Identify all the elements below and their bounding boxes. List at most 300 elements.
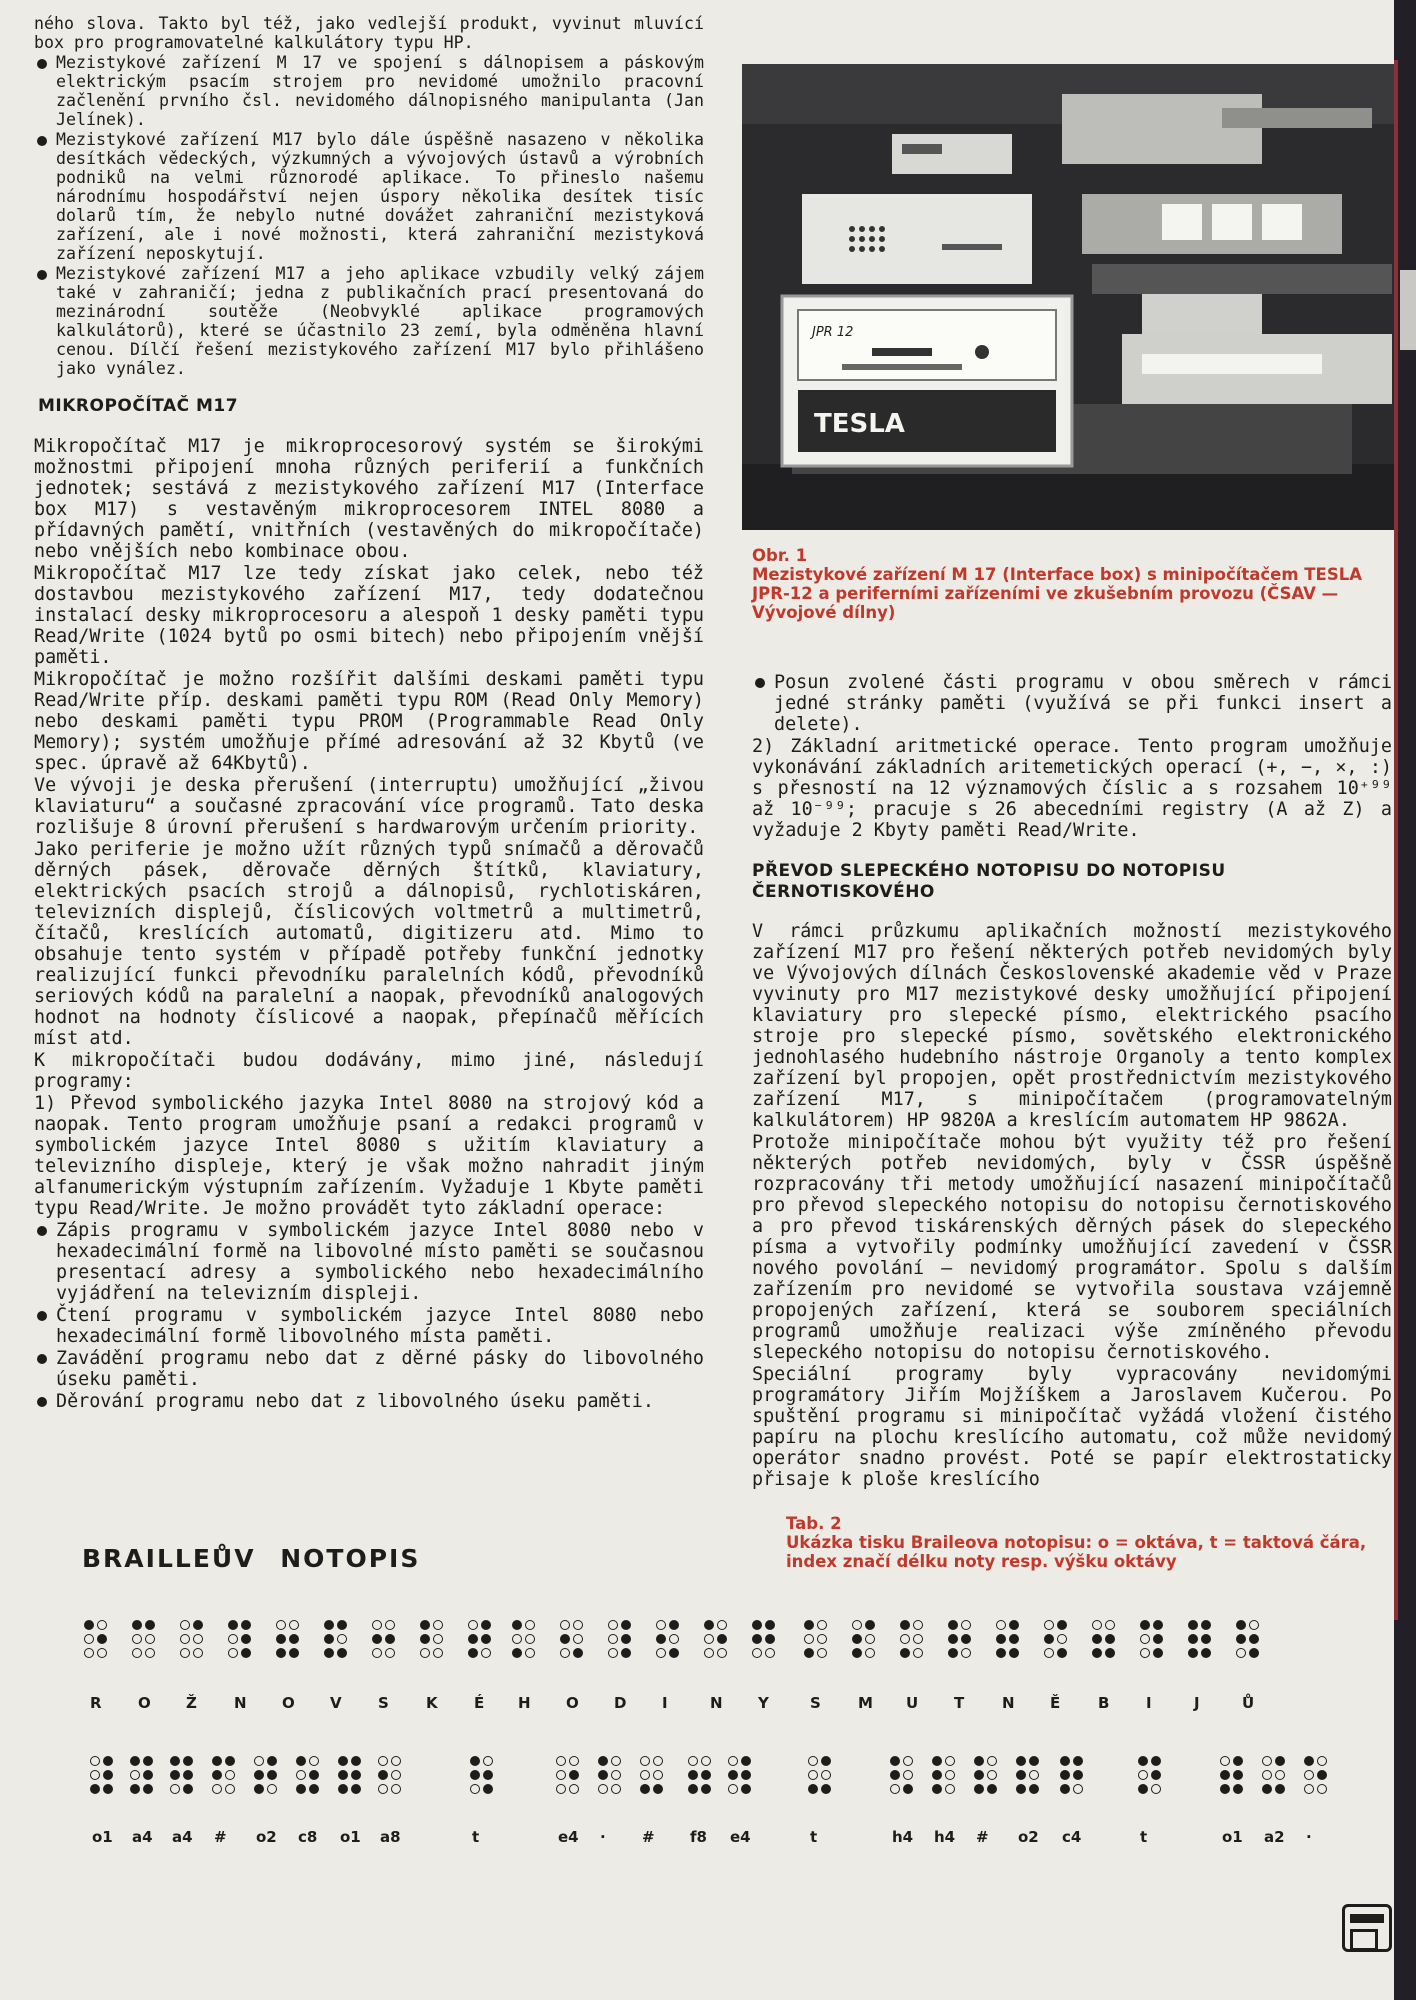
braille-dot — [1188, 1620, 1198, 1630]
braille-dot — [1057, 1648, 1067, 1658]
braille-dot — [752, 1648, 762, 1658]
braille-dot — [1262, 1756, 1272, 1766]
braille-dot — [656, 1634, 666, 1644]
braille-cell — [512, 1620, 534, 1668]
spine-tab — [1400, 270, 1416, 350]
braille-dot — [932, 1756, 942, 1766]
braille-dot — [372, 1648, 382, 1658]
braille-cell — [276, 1620, 298, 1668]
braille-dot — [289, 1648, 299, 1658]
braille-label: O — [282, 1694, 295, 1712]
braille-dot — [1105, 1634, 1115, 1644]
braille-label: a2 — [1264, 1828, 1285, 1846]
braille-label: t — [472, 1828, 480, 1846]
braille-dot — [1220, 1756, 1230, 1766]
braille-dot — [1233, 1784, 1243, 1794]
braille-dot — [483, 1770, 493, 1780]
braille-dot — [1201, 1634, 1211, 1644]
braille-dot — [573, 1634, 583, 1644]
braille-dot — [470, 1770, 480, 1780]
mikropocitac-section — [34, 436, 704, 1412]
braille-dot — [1262, 1784, 1272, 1794]
braille-label: h4 — [892, 1828, 914, 1846]
braille-cell — [608, 1620, 630, 1668]
braille-dot — [804, 1620, 814, 1630]
braille-label: R — [90, 1694, 102, 1712]
braille-dot — [852, 1648, 862, 1658]
braille-label: N — [1002, 1694, 1015, 1712]
braille-dot — [97, 1648, 107, 1658]
braille-dot — [852, 1634, 862, 1644]
braille-dot — [1153, 1620, 1163, 1630]
braille-label: f8 — [690, 1828, 707, 1846]
braille-dot — [669, 1620, 679, 1630]
braille-dot — [180, 1620, 190, 1630]
braille-dot — [621, 1648, 631, 1658]
braille-dot — [1317, 1770, 1327, 1780]
braille-dot — [351, 1756, 361, 1766]
braille-dot — [752, 1620, 762, 1630]
braille-dot — [183, 1756, 193, 1766]
braille-cell — [598, 1756, 620, 1804]
braille-dot — [296, 1756, 306, 1766]
braille-dot — [890, 1756, 900, 1766]
bullet-item: Mezistykové zařízení M 17 ve spojení s dálnopisem a páskovým elektrickým psacím strojem pro nevidomé umožnilo pracovní začlenění prvního čsl. nevidomého dálnopisného manipulanta (Jan Jelínek). — [34, 53, 704, 129]
braille-dot — [1057, 1634, 1067, 1644]
braille-dot — [817, 1648, 827, 1658]
braille-dot — [1092, 1634, 1102, 1644]
braille-dot — [932, 1784, 942, 1794]
braille-cell — [228, 1620, 250, 1668]
braille-dot — [1009, 1620, 1019, 1630]
braille-cell — [1138, 1756, 1160, 1804]
braille-dot — [817, 1620, 827, 1630]
braille-dot — [765, 1634, 775, 1644]
braille-label: o1 — [1222, 1828, 1243, 1846]
braille-dot — [241, 1648, 251, 1658]
braille-dot — [180, 1634, 190, 1644]
photo-interface-box — [742, 64, 1394, 530]
paragraph: Mikropočítač M17 je mikroprocesorový systém se širokými možnostmi připojení mnoha různých periferií a funkčních jednotek; sestává z mezistykového zařízení M17 (Interface box M17) s vestavěným mikroprocesorem INTEL 8080 a přídavných pamětí, vnitřních (vestavěných do mikropočítače) nebo vnějších nebo kombinace obou. — [34, 436, 704, 562]
braille-cell — [804, 1620, 826, 1668]
braille-dot — [90, 1756, 100, 1766]
paragraph: 1) Převod symbolického jazyka Intel 8080 na strojový kód a naopak. Tento program umožňuje psaní a redakci programů v symbolickém jazyce Intel 8080 s užitím klaviatury a televizního displeje, který je však možno nahradit jiným alfanumerickým výstupním zařízením. Vyžaduje 1 Kbyte paměti typu Read/Write. Je možno provádět tyto základní operace: — [34, 1093, 704, 1219]
braille-dot — [1060, 1756, 1070, 1766]
braille-dot — [1188, 1634, 1198, 1644]
braille-label: S — [378, 1694, 389, 1712]
braille-dot — [212, 1770, 222, 1780]
bullet-item: Zavádění programu nebo dat z děrné pásky do libovolného úseku paměti. — [34, 1348, 704, 1390]
braille-dot — [193, 1634, 203, 1644]
braille-dot — [1073, 1756, 1083, 1766]
braille-dot — [337, 1620, 347, 1630]
braille-label: O — [138, 1694, 151, 1712]
braille-dot — [391, 1784, 401, 1794]
braille-dot — [228, 1620, 238, 1630]
braille-dot — [420, 1648, 430, 1658]
braille-dot — [717, 1648, 727, 1658]
braille-dot — [276, 1620, 286, 1630]
braille-cell — [1188, 1620, 1210, 1668]
braille-dot — [621, 1620, 631, 1630]
spine-edge — [1394, 60, 1398, 1620]
figure-label: Obr. 1 — [752, 546, 808, 565]
braille-dot — [987, 1770, 997, 1780]
braille-dot — [338, 1756, 348, 1766]
braille-dot — [608, 1620, 618, 1630]
braille-dot — [701, 1770, 711, 1780]
braille-dot — [656, 1648, 666, 1658]
braille-dot — [598, 1756, 608, 1766]
braille-dot — [598, 1784, 608, 1794]
braille-dot — [1140, 1648, 1150, 1658]
braille-label: N — [234, 1694, 247, 1712]
braille-dot — [560, 1634, 570, 1644]
braille-cell — [212, 1756, 234, 1804]
braille-dot — [296, 1770, 306, 1780]
braille-dot — [804, 1648, 814, 1658]
braille-dot — [225, 1784, 235, 1794]
braille-dot — [556, 1784, 566, 1794]
prevod-section — [752, 921, 1392, 1490]
braille-cell — [1016, 1756, 1038, 1804]
braille-dot — [688, 1756, 698, 1766]
braille-dot — [717, 1634, 727, 1644]
braille-label: Ů — [1242, 1694, 1255, 1712]
braille-dot — [1140, 1634, 1150, 1644]
bullet-item: Mezistykové zařízení M17 a jeho aplikace vzbudily velký zájem také v zahraničí; jedna z publikačních prací presentovaná do mezinárodní soutěže (Neobvyklé aplikace programových kalkulátorů), které se účastnilo 23 zemí, byla odměněna hlavní cenou. Dílčí řešení mezistykového zařízení M17 bylo přihlášeno jako vynález. — [34, 264, 704, 378]
braille-cell — [296, 1756, 318, 1804]
braille-dot — [560, 1648, 570, 1658]
braille-dot — [1138, 1756, 1148, 1766]
braille-dot — [948, 1620, 958, 1630]
braille-dot — [598, 1770, 608, 1780]
publisher-logo — [1342, 1904, 1392, 1952]
braille-dot — [296, 1784, 306, 1794]
braille-dot — [701, 1756, 711, 1766]
braille-cell — [170, 1756, 192, 1804]
braille-dot — [1016, 1784, 1026, 1794]
braille-label: t — [810, 1828, 818, 1846]
braille-cell — [130, 1756, 152, 1804]
braille-dot — [103, 1770, 113, 1780]
braille-dot — [481, 1634, 491, 1644]
braille-dot — [704, 1648, 714, 1658]
braille-dot — [1057, 1620, 1067, 1630]
braille-dot — [481, 1648, 491, 1658]
braille-dot — [228, 1634, 238, 1644]
braille-dot — [669, 1648, 679, 1658]
braille-label: B — [1098, 1694, 1110, 1712]
braille-dot — [1029, 1770, 1039, 1780]
braille-dot — [1092, 1620, 1102, 1630]
braille-cell — [932, 1756, 954, 1804]
braille-dot — [309, 1784, 319, 1794]
braille-label: O — [566, 1694, 579, 1712]
braille-dot — [385, 1634, 395, 1644]
braille-dot — [808, 1756, 818, 1766]
braille-dot — [987, 1756, 997, 1766]
braille-cell — [852, 1620, 874, 1668]
braille-dot — [900, 1648, 910, 1658]
braille-dot — [1262, 1770, 1272, 1780]
braille-cell — [1220, 1756, 1242, 1804]
bullet-item: Čtení programu v symbolickém jazyce Intel 8080 nebo hexadecimální formě libovolného místa paměti. — [34, 1305, 704, 1347]
braille-dot — [132, 1648, 142, 1658]
braille-dot — [656, 1620, 666, 1630]
braille-dot — [821, 1770, 831, 1780]
braille-dot — [741, 1784, 751, 1794]
braille-dot — [254, 1756, 264, 1766]
braille-cell — [420, 1620, 442, 1668]
braille-dot — [728, 1756, 738, 1766]
braille-dot — [241, 1634, 251, 1644]
braille-dot — [1304, 1770, 1314, 1780]
braille-dot — [337, 1634, 347, 1644]
photo-brand-label: TESLA — [814, 409, 905, 439]
braille-cell — [974, 1756, 996, 1804]
braille-dot — [945, 1756, 955, 1766]
braille-dot — [688, 1770, 698, 1780]
braille-dot — [351, 1770, 361, 1780]
braille-dot — [130, 1756, 140, 1766]
braille-dot — [1151, 1770, 1161, 1780]
photo-model-label: JPR 12 — [812, 325, 854, 340]
braille-dot — [1105, 1648, 1115, 1658]
braille-dot — [611, 1770, 621, 1780]
braille-dot — [84, 1648, 94, 1658]
braille-label: · — [1306, 1828, 1312, 1846]
braille-dot — [183, 1784, 193, 1794]
braille-dot — [974, 1756, 984, 1766]
braille-dot — [1304, 1784, 1314, 1794]
braille-dot — [808, 1784, 818, 1794]
braille-dot — [948, 1648, 958, 1658]
paragraph: ného slova. Takto byl též, jako vedlejší produkt, vyvinut mluvící box pro programovatelné kalkulátory typu HP. — [34, 14, 704, 52]
intro-section — [34, 14, 704, 378]
braille-cell — [688, 1756, 710, 1804]
braille-dot — [611, 1756, 621, 1766]
braille-dot — [468, 1620, 478, 1630]
braille-dot — [90, 1784, 100, 1794]
braille-dot — [945, 1784, 955, 1794]
braille-label: o1 — [340, 1828, 361, 1846]
braille-dot — [276, 1648, 286, 1658]
braille-dot — [640, 1770, 650, 1780]
braille-dot — [132, 1634, 142, 1644]
braille-dot — [704, 1634, 714, 1644]
braille-dot — [621, 1634, 631, 1644]
braille-dot — [704, 1620, 714, 1630]
braille-dot — [640, 1756, 650, 1766]
braille-dot — [865, 1620, 875, 1630]
braille-label: a8 — [380, 1828, 401, 1846]
braille-dot — [130, 1784, 140, 1794]
braille-dot — [688, 1784, 698, 1794]
braille-label: # — [214, 1828, 227, 1846]
braille-dot — [701, 1784, 711, 1794]
braille-label: N — [710, 1694, 723, 1712]
braille-dot — [254, 1770, 264, 1780]
braille-dot — [890, 1784, 900, 1794]
paragraph: Jako periferie je možno užít různých typů snímačů a děrovačů děrných pásek, děrovače děrných štítků, klaviatury, elektrických psacích strojů a dálnopisů, rychlotiskáren, televizních displejů, číslicových voltmetrů a multimetrů, čítačů, kreslících automatů, digitizeru atd. Mimo to obsahuje tento systém v případě potřeby funkční jednotky realizující funkci převodníku paralelních kódů, převodníků seriových kódů na paralelní a naopak, převodníků analogových hodnot na hodnoty číslicové a naopak, přepínačů měřících míst atd. — [34, 839, 704, 1049]
braille-label: c8 — [298, 1828, 318, 1846]
braille-dot — [433, 1634, 443, 1644]
braille-label: o2 — [256, 1828, 277, 1846]
braille-cell — [556, 1756, 578, 1804]
braille-cell — [1304, 1756, 1326, 1804]
braille-dot — [765, 1648, 775, 1658]
braille-dot — [741, 1756, 751, 1766]
braille-dot — [1105, 1620, 1115, 1630]
heading-mikropocitac: MIKROPOČÍTAČ M17 — [38, 396, 239, 416]
braille-dot — [228, 1648, 238, 1658]
braille-cell — [470, 1756, 492, 1804]
braille-dot — [143, 1784, 153, 1794]
braille-dot — [1233, 1770, 1243, 1780]
braille-dot — [1275, 1770, 1285, 1780]
braille-dot — [97, 1620, 107, 1630]
braille-dot — [130, 1770, 140, 1780]
braille-dot — [1044, 1648, 1054, 1658]
braille-dot — [1073, 1770, 1083, 1780]
braille-cell — [1092, 1620, 1114, 1668]
braille-dot — [560, 1620, 570, 1630]
braille-dot — [804, 1634, 814, 1644]
braille-dot — [193, 1648, 203, 1658]
braille-label: J — [1194, 1694, 1200, 1712]
braille-dot — [1275, 1756, 1285, 1766]
braille-dot — [1009, 1648, 1019, 1658]
figure-text: Mezistykové zařízení M 17 (Interface box) s minipočítačem TESLA JPR-12 a periferními zařízeními ve zkušebním provozu (ČSAV — Vývojové dílny) — [752, 565, 1363, 622]
braille-dot — [1304, 1756, 1314, 1766]
braille-cell — [900, 1620, 922, 1668]
braille-dot — [84, 1620, 94, 1630]
table-label: Tab. 2 — [786, 1514, 842, 1533]
braille-dot — [309, 1756, 319, 1766]
braille-dot — [145, 1648, 155, 1658]
braille-dot — [1060, 1770, 1070, 1780]
braille-dot — [324, 1648, 334, 1658]
braille-label: o2 — [1018, 1828, 1039, 1846]
braille-cell — [808, 1756, 830, 1804]
braille-dot — [378, 1756, 388, 1766]
braille-label: T — [954, 1694, 965, 1712]
braille-dot — [608, 1648, 618, 1658]
braille-cell — [1140, 1620, 1162, 1668]
braille-dot — [212, 1784, 222, 1794]
braille-dot — [420, 1634, 430, 1644]
braille-dot — [309, 1770, 319, 1780]
braille-label: · — [600, 1828, 606, 1846]
braille-label: Ž — [186, 1694, 197, 1712]
braille-dot — [987, 1784, 997, 1794]
braille-dot — [143, 1756, 153, 1766]
braille-dot — [741, 1770, 751, 1780]
braille-dot — [97, 1634, 107, 1644]
braille-dot — [276, 1634, 286, 1644]
braille-dot — [1138, 1770, 1148, 1780]
braille-dot — [948, 1634, 958, 1644]
braille-cell — [254, 1756, 276, 1804]
braille-dot — [372, 1620, 382, 1630]
braille-dot — [865, 1648, 875, 1658]
braille-dot — [267, 1784, 277, 1794]
braille-dot — [193, 1620, 203, 1630]
braille-dot — [1029, 1756, 1039, 1766]
braille-dot — [483, 1784, 493, 1794]
braille-dot — [324, 1620, 334, 1630]
braille-dot — [611, 1784, 621, 1794]
braille-dot — [241, 1620, 251, 1630]
braille-cell — [890, 1756, 912, 1804]
braille-cell — [324, 1620, 346, 1668]
braille-dot — [372, 1634, 382, 1644]
braille-dot — [1151, 1756, 1161, 1766]
table-caption — [786, 1514, 1394, 1571]
braille-dot — [900, 1620, 910, 1630]
braille-label: U — [906, 1694, 919, 1712]
paragraph: V rámci průzkumu aplikačních možností mezistykového zařízení M17 pro řešení některých potřeb nevidomých byly ve Vývojových dílnách Československé akademie věd v Praze vyvinuty pro M17 mezistykové desky umožňující připojení klaviatury pro slepecké písmo, elektrického psacího stroje pro slepecké písmo, sovětského elektronického jednohlasého hudebního nástroje Organoly a tento komplex zařízení byl propojen, opět prostřednictvím mezistykového zařízení M17, s minipočítačem (programovatelným kalkulátorem) HP 9820A a kreslícím automatem HP 9862A. — [752, 921, 1392, 1131]
braille-cell — [640, 1756, 662, 1804]
braille-dot — [254, 1784, 264, 1794]
braille-label: S — [810, 1694, 821, 1712]
braille-cell — [90, 1756, 112, 1804]
bullet-item: Děrování programu nebo dat z libovolného úseku paměti. — [34, 1391, 704, 1412]
braille-dot — [170, 1784, 180, 1794]
braille-dot — [569, 1784, 579, 1794]
braille-dot — [913, 1620, 923, 1630]
bullet-item: Zápis programu v symbolickém jazyce Intel 8080 nebo v hexadecimální formě na libovolné místo paměti se současnou presentací adresy a symbolického nebo hexadecimálního vyjádření na televizním displeji. — [34, 1220, 704, 1304]
braille-dot — [84, 1634, 94, 1644]
braille-dot — [103, 1756, 113, 1766]
braille-dot — [525, 1620, 535, 1630]
braille-dot — [1092, 1648, 1102, 1658]
braille-dot — [337, 1648, 347, 1658]
braille-dot — [351, 1784, 361, 1794]
left-column — [34, 14, 704, 1412]
braille-dot — [556, 1770, 566, 1780]
braille-dot — [913, 1634, 923, 1644]
braille-dot — [996, 1648, 1006, 1658]
braille-dot — [512, 1620, 522, 1630]
braille-dot — [573, 1648, 583, 1658]
braille-dot — [1233, 1756, 1243, 1766]
braille-dot — [525, 1634, 535, 1644]
braille-dot — [1317, 1756, 1327, 1766]
braille-dot — [391, 1770, 401, 1780]
braille-dot — [512, 1648, 522, 1658]
braille-dot — [865, 1634, 875, 1644]
braille-dot — [569, 1756, 579, 1766]
braille-dot — [103, 1784, 113, 1794]
braille-dot — [225, 1756, 235, 1766]
braille-dot — [1009, 1634, 1019, 1644]
braille-label: K — [426, 1694, 438, 1712]
braille-label: a4 — [172, 1828, 193, 1846]
braille-cell — [1262, 1756, 1284, 1804]
braille-dot — [267, 1770, 277, 1780]
braille-dot — [817, 1634, 827, 1644]
braille-dot — [1236, 1634, 1246, 1644]
braille-dot — [267, 1756, 277, 1766]
braille-cell — [180, 1620, 202, 1668]
braille-label: Y — [758, 1694, 769, 1712]
braille-dot — [420, 1620, 430, 1630]
braille-dot — [212, 1756, 222, 1766]
braille-dot — [569, 1770, 579, 1780]
braille-dot — [556, 1756, 566, 1766]
